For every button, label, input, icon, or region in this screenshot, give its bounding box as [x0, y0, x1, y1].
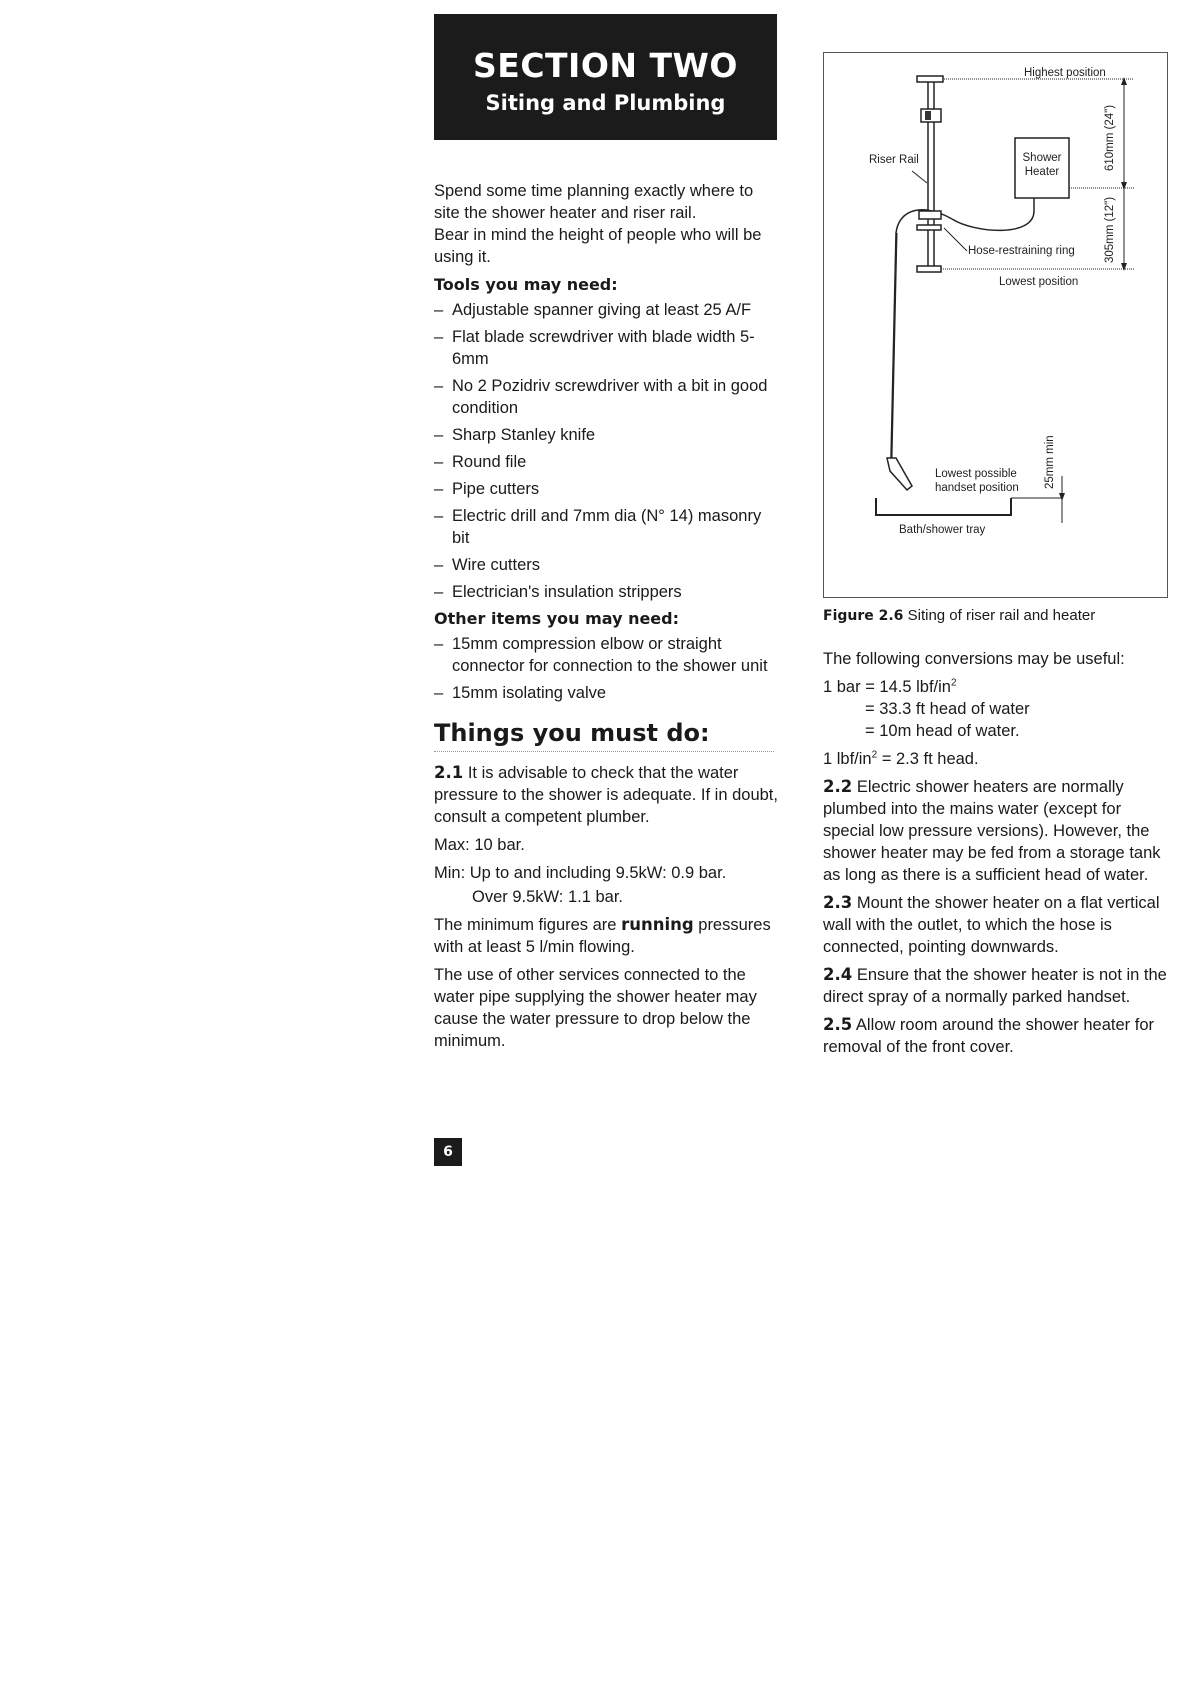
- conversion-bar: 1 bar = 14.5 lbf/in: [823, 678, 951, 696]
- lowest-handset-label-2: handset position: [935, 482, 1019, 494]
- section-subtitle: Siting and Plumbing: [485, 91, 726, 115]
- paragraph-text: Allow room around the shower heater for removal of the front cover.: [823, 1016, 1154, 1056]
- hose-ring: [917, 225, 941, 230]
- dim-arrow-mid: [1121, 182, 1127, 190]
- running-emphasis: running: [621, 915, 694, 934]
- siting-diagram: [824, 53, 1169, 599]
- paragraph-2-5: [823, 1014, 1168, 1058]
- handset: [887, 458, 912, 490]
- hose-ring-pointer: [944, 228, 967, 251]
- list-item: – 15mm isolating valve: [434, 682, 779, 704]
- list-item: – Flat blade screwdriver with blade width 5-6mm: [434, 326, 779, 370]
- running-note: [434, 914, 779, 958]
- conversion-line-2: = 33.3 ft head of water: [865, 700, 1030, 718]
- conversion-line-3: = 10m head of water.: [865, 722, 1020, 740]
- upper-slider-grip: [925, 111, 931, 120]
- running-text-pre: The minimum figures are: [434, 916, 617, 934]
- list-item: – Electric drill and 7mm dia (N° 14) masonry bit: [434, 505, 779, 549]
- list-item: – No 2 Pozidriv screwdriver with a bit in good condition: [434, 375, 779, 419]
- paragraph-number: 2.3: [823, 893, 853, 912]
- lower-slider: [919, 211, 941, 219]
- paragraph-2-3: [823, 892, 1168, 958]
- conversion-line-1: [823, 676, 1168, 698]
- left-column: [434, 14, 779, 1058]
- lowest-position-label: Lowest position: [999, 276, 1079, 288]
- paragraph-number: 2.1: [434, 763, 464, 782]
- paragraph-text: It is advisable to check that the water pressure to the shower is adequate. If in doubt, consult a competent plumber.: [434, 764, 778, 826]
- section-header: [434, 14, 777, 140]
- list-item: – Wire cutters: [434, 554, 779, 576]
- paragraph-text: Electric shower heaters are normally plumbed into the mains water (except for special low pressure versions). However, the shower heater may be fed from a storage tank as long as there is a sufficient head of water.: [823, 778, 1161, 884]
- list-item: – Pipe cutters: [434, 478, 779, 500]
- superscript: 2: [950, 677, 957, 689]
- figure-number: Figure 2.6: [823, 608, 904, 624]
- max-pressure: Max: 10 bar.: [434, 836, 525, 854]
- heading-divider: [434, 750, 774, 752]
- things-heading: Things you must do:: [434, 719, 710, 747]
- other-items-heading: Other items you may need:: [434, 609, 680, 628]
- conversion-lbf-post: = 2.3 ft head.: [877, 750, 979, 768]
- dim-25-label: 25mm min: [1044, 435, 1056, 489]
- services-note: The use of other services connected to the water pipe supplying the shower heater may cause the water pressure to drop below the minimum.: [434, 966, 757, 1050]
- riser-rail-pointer: [912, 171, 927, 183]
- over-pressure: Over 9.5kW: 1.1 bar.: [472, 888, 624, 906]
- lowest-handset-label-1: Lowest possible: [935, 468, 1017, 480]
- dim-610-label: 610mm (24"): [1104, 104, 1116, 171]
- hose: [891, 210, 952, 458]
- paragraph-number: 2.2: [823, 777, 853, 796]
- tools-heading: Tools you may need:: [434, 275, 618, 294]
- other-items-list: [434, 633, 779, 704]
- shower-heater-label-2: Heater: [1024, 166, 1060, 178]
- intro-paragraph-1: Spend some time planning exactly where to site the shower heater and riser rail.: [434, 182, 754, 222]
- conversions-intro: The following conversions may be useful:: [823, 650, 1125, 668]
- paragraph-2-2: [823, 776, 1168, 886]
- section-title: SECTION TWO: [473, 46, 738, 85]
- list-item: – 15mm compression elbow or straight connector for connection to the shower unit: [434, 633, 779, 677]
- bath-tray-label: Bath/shower tray: [899, 524, 986, 536]
- list-item: – Electrician's insulation strippers: [434, 581, 779, 603]
- paragraph-text: Mount the shower heater on a flat vertical wall with the outlet, to which the hose is connected, pointing downwards.: [823, 894, 1160, 956]
- figure-caption: [823, 606, 1168, 626]
- running-text-post: pressures with at least 5 l/min flowing.: [434, 916, 771, 956]
- list-item: – Adjustable spanner giving at least 25 A/F: [434, 299, 779, 321]
- paragraph-2-1: [434, 762, 779, 828]
- hose-ring-label: Hose-restraining ring: [968, 245, 1075, 257]
- dim-305-label: 305mm (12"): [1104, 196, 1116, 263]
- superscript: 2: [871, 749, 878, 761]
- rail-bottom-bracket: [917, 266, 941, 272]
- dim-arrow-bottom: [1121, 263, 1127, 271]
- paragraph-text: Ensure that the shower heater is not in the direct spray of a normally parked handset.: [823, 966, 1167, 1006]
- page-number: 6: [434, 1138, 462, 1166]
- conversion-lbf: 1 lbf/in: [823, 750, 872, 768]
- intro-paragraph-2: Bear in mind the height of people who will be using it.: [434, 226, 762, 266]
- bath-tray: [876, 498, 1011, 515]
- paragraph-2-4: [823, 964, 1168, 1008]
- rail-top-bracket: [917, 76, 943, 82]
- conversion-line-4: [823, 748, 1168, 770]
- right-column: [823, 52, 1168, 1058]
- paragraph-number: 2.4: [823, 965, 853, 984]
- dim-arrow-top: [1121, 77, 1127, 85]
- figure-caption-text: Siting of riser rail and heater: [907, 607, 1096, 624]
- tools-list: [434, 299, 779, 603]
- conversions: [823, 648, 1168, 770]
- min-pressure: Min: Up to and including 9.5kW: 0.9 bar.: [434, 864, 727, 882]
- highest-position-label: Highest position: [1024, 67, 1106, 79]
- figure-siting: [823, 52, 1168, 598]
- shower-heater-label-1: Shower: [1022, 152, 1062, 164]
- paragraph-number: 2.5: [823, 1015, 853, 1034]
- list-item: – Sharp Stanley knife: [434, 424, 779, 446]
- riser-rail-label: Riser Rail: [869, 154, 919, 166]
- intro: [434, 180, 779, 268]
- list-item: – Round file: [434, 451, 779, 473]
- hose-to-ring: [952, 211, 1034, 230]
